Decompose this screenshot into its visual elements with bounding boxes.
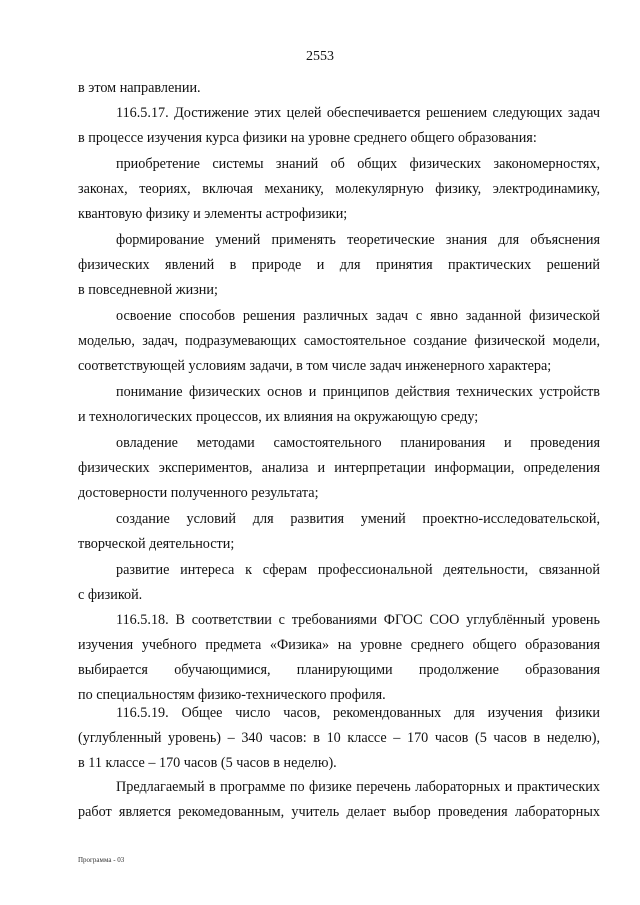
page-number: 2553 <box>306 49 334 64</box>
text-line: творческой деятельности; <box>78 536 235 552</box>
text-line: в этом направлении. <box>78 80 201 96</box>
text-line: овладение методами самостоятельного планирования и проведения <box>116 435 600 451</box>
text-line: формирование умений применять теоретические знания для объяснения <box>116 232 600 248</box>
text-line: законах, теориях, включая механику, молекулярную физику, электродинамику, <box>78 181 600 197</box>
text-line: 116.5.19. Общее число часов, рекомендованных для изучения физики <box>116 705 600 721</box>
text-line: физических явлений в природе и для принятия практических решений <box>78 257 600 273</box>
text-line: понимание физических основ и принципов действия технических устройств <box>116 384 600 400</box>
text-line: в 11 классе – 170 часов (5 часов в неделю). <box>78 755 337 771</box>
text-line: 116.5.17. Достижение этих целей обеспечивается решением следующих задач <box>116 105 600 121</box>
text-line: развитие интереса к сферам профессиональной деятельности, связанной <box>116 562 600 578</box>
text-line: 116.5.18. В соответствии с требованиями ФГОС СОО углублённый уровень <box>116 612 600 628</box>
text-line: изучения учебного предмета «Физика» на уровне среднего общего образования <box>78 637 600 653</box>
text-line: работ является рекомедованным, учитель делает выбор проведения лабораторных <box>78 804 600 820</box>
text-line: освоение способов решения различных задач с явно заданной физической <box>116 308 600 324</box>
text-line: выбирается обучающимися, планирующими продолжение образования <box>78 662 600 678</box>
text-line: квантовую физику и элементы астрофизики; <box>78 206 348 222</box>
text-line: достоверности полученного результата; <box>78 485 319 501</box>
text-line: моделью, задач, подразумевающих самостоятельное создание физической модели, <box>78 333 600 349</box>
text-line: физических экспериментов, анализа и интерпретации информации, определения <box>78 460 600 476</box>
text-line: с физикой. <box>78 587 143 603</box>
text-line: в повседневной жизни; <box>78 282 218 298</box>
footer-label: Программа - 03 <box>78 856 125 864</box>
text-line: Предлагаемый в программе по физике перечень лабораторных и практических <box>116 779 600 795</box>
text-line: и технологических процессов, их влияния на окружающую среду; <box>78 409 479 425</box>
text-line: соответствующей условиям задачи, в том числе задач инженерного характера; <box>78 358 552 374</box>
text-line: в процессе изучения курса физики на уровне среднего общего образования: <box>78 130 537 146</box>
text-line: (углубленный уровень) – 340 часов: в 10 классе – 170 часов (5 часов в неделю), <box>78 730 600 746</box>
text-line: создание условий для развития умений проектно-исследовательской, <box>116 511 600 527</box>
text-line: приобретение системы знаний об общих физических закономерностях, <box>116 156 600 172</box>
text-line: по специальностям физико-технического профиля. <box>78 687 386 703</box>
